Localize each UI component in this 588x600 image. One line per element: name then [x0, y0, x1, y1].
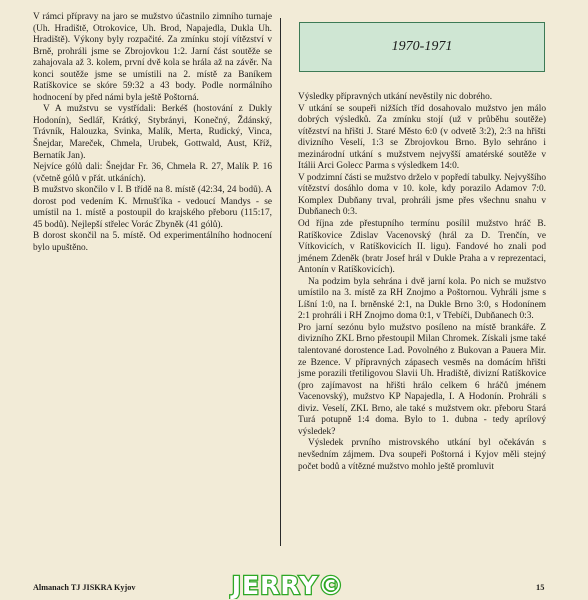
paragraph: Výsledky přípravných utkání nevěstily nic dobrého. [298, 92, 493, 102]
paragraph: Nejvíce gólů dali: Šnejdar Fr. 36, Chmela R. 27, Malík P. 16 (včetně gólů v přát. utkáních). [33, 162, 272, 184]
paragraph: V podzimní části se mužstvo drželo v popředí tabulky. Nejvyššího vítězství dosáhlo doma v 10. kole, kdy porazilo Adamov 7:0. Komplex Dubňany trval, prohráli jsme přes všechnu snahu v Dubňanech 0:3. [298, 172, 546, 218]
section-title: 1970-1971 [391, 39, 453, 54]
paragraph: Pro jarní sezónu bylo mužstvo posíleno na místě brankáře. Z divizního ZKL Brno přestoupil Milan Chromek. Získali jsme také talentované dorostence Lad. Povolného z Bukovan a Pauera Mir. ze Bzence. V přípravných zápasech vesměs na domácím hřišti jsme porazili třetiligovou Slavii Uh. Hradiště, divizní Ratíškovice (pro zajímavost na hřišti hrálo celkem 6 hráčů jménem Vacenovský), mužstvo KP Napajedla, I. A Hodonín. Prohráli s diviz. Veselí, ZKL Brno, ale také s mužstvem okr. přeboru Stará Turá potupně 1:4 doma. Bylo to 1. dubna - tedy aprílový výsledek? [298, 322, 546, 437]
logo-text: JERRY© [231, 571, 345, 599]
paragraph: B dorost skončil na 5. místě. Od experimentálního hodnocení bylo upuštěno. [33, 231, 272, 253]
footer-publication: Almanach TJ JISKRA Kyjov [33, 583, 136, 592]
column-divider [280, 18, 281, 546]
right-column [298, 92, 546, 473]
paragraph: V rámci přípravy na jaro se mužstvo účastnilo zimního turnaje (Uh. Hradiště, Otrokovice, Uh. Brod, Napajedla, Dukla Uh. Hradiště). Výkony byly rozpačité. Za zmínku stojí vítězství v Brně, prohráli jsme se Zbrojovkou 1:2. Jarní část soutěže se zahajovala až 3. kolem, první dvě kola se hrála až na závěr. Na konci soutěže jsme se umístili na 2. místě za Baníkem Ratíškovice se skóre 59:32 a 43 body. Podle normálního hodnocení by před námi byla ještě Poštorná. [33, 12, 272, 103]
paragraph: Od října zde přestupního termínu posílil mužstvo hráč B. Ratíškovice Zdislav Vacenovský (hrál za D. Trenčín, ve Vítkovicích, v Ratíškovicích II. ligu). Fandové ho znali pod jménem Zdeněk (bratr Josef hrál v Dukle Praha a v reprezentaci, Antonín v Ratíškovicích). [298, 219, 546, 276]
paragraph: Výsledek prvního mistrovského utkání byl očekáván s nevšedním zájmem. Dva soupeři Poštorná i Kyjov měli stejný počet bodů a vítězné mužstvo mohlo ještě promluvit [298, 438, 546, 472]
paragraph: V utkání se soupeři nižších tříd dosahovalo mužstvo jen málo dobrých výsledků. Za zmínku stojí (už v průběhu soutěže) vítězství na hřišti J. Staré Město 6:0 (v odvetě 3:2), 2:3 na hřišti divizního Veselí, 1:3 se Zbrojovkou Brno. Bylo sehráno i mezinárodní utkání s mužstvem nejvyšší amatérské soutěže v Itálii Arci Golecc Parma s výsledkem 14:0. [298, 103, 546, 172]
paragraph: Na podzim byla sehrána i dvě jarní kola. Po nich se mužstvo umístilo na 3. místě za RH Znojmo a Poštornou. Vyhráli jsme s Líšní 1:0, na I. brněnské 2:1, na Dukle Brno 3:0, s Hodonínem 2:1 prohráli i RH Znojmo doma 0:1, v Třebíči, Dubňanech 0:3. [298, 276, 546, 322]
paragraph: B mužstvo skončilo v I. B třídě na 8. místě (42:34, 24 bodů). A dorost pod vedením K. Mrnušťíka - vedoucí Mandys - se umístil na 1. místě a postoupil do krajského přeboru (115:17, 45 bodů). Nejlepší střelec Vorác Zbyněk (41 gólů). [33, 185, 272, 230]
left-column [33, 12, 272, 254]
section-title-box [299, 22, 545, 72]
paragraph: V A mužstvu se vystřídali: Berkéš (hostování z Dukly Hodonín), Sedlář, Krátký, Stybrányi, Konečný, Ždánský, Trávník, Halouzka, Svinka, Malík, Merta, Rudický, Vinca, Šnejdar, Mareček, Chmela, Urubek, Gottwald, Aust, Kříž, Bernatík Jan). [33, 104, 272, 161]
jerry-logo [226, 569, 350, 599]
page-number: 15 [536, 583, 545, 592]
